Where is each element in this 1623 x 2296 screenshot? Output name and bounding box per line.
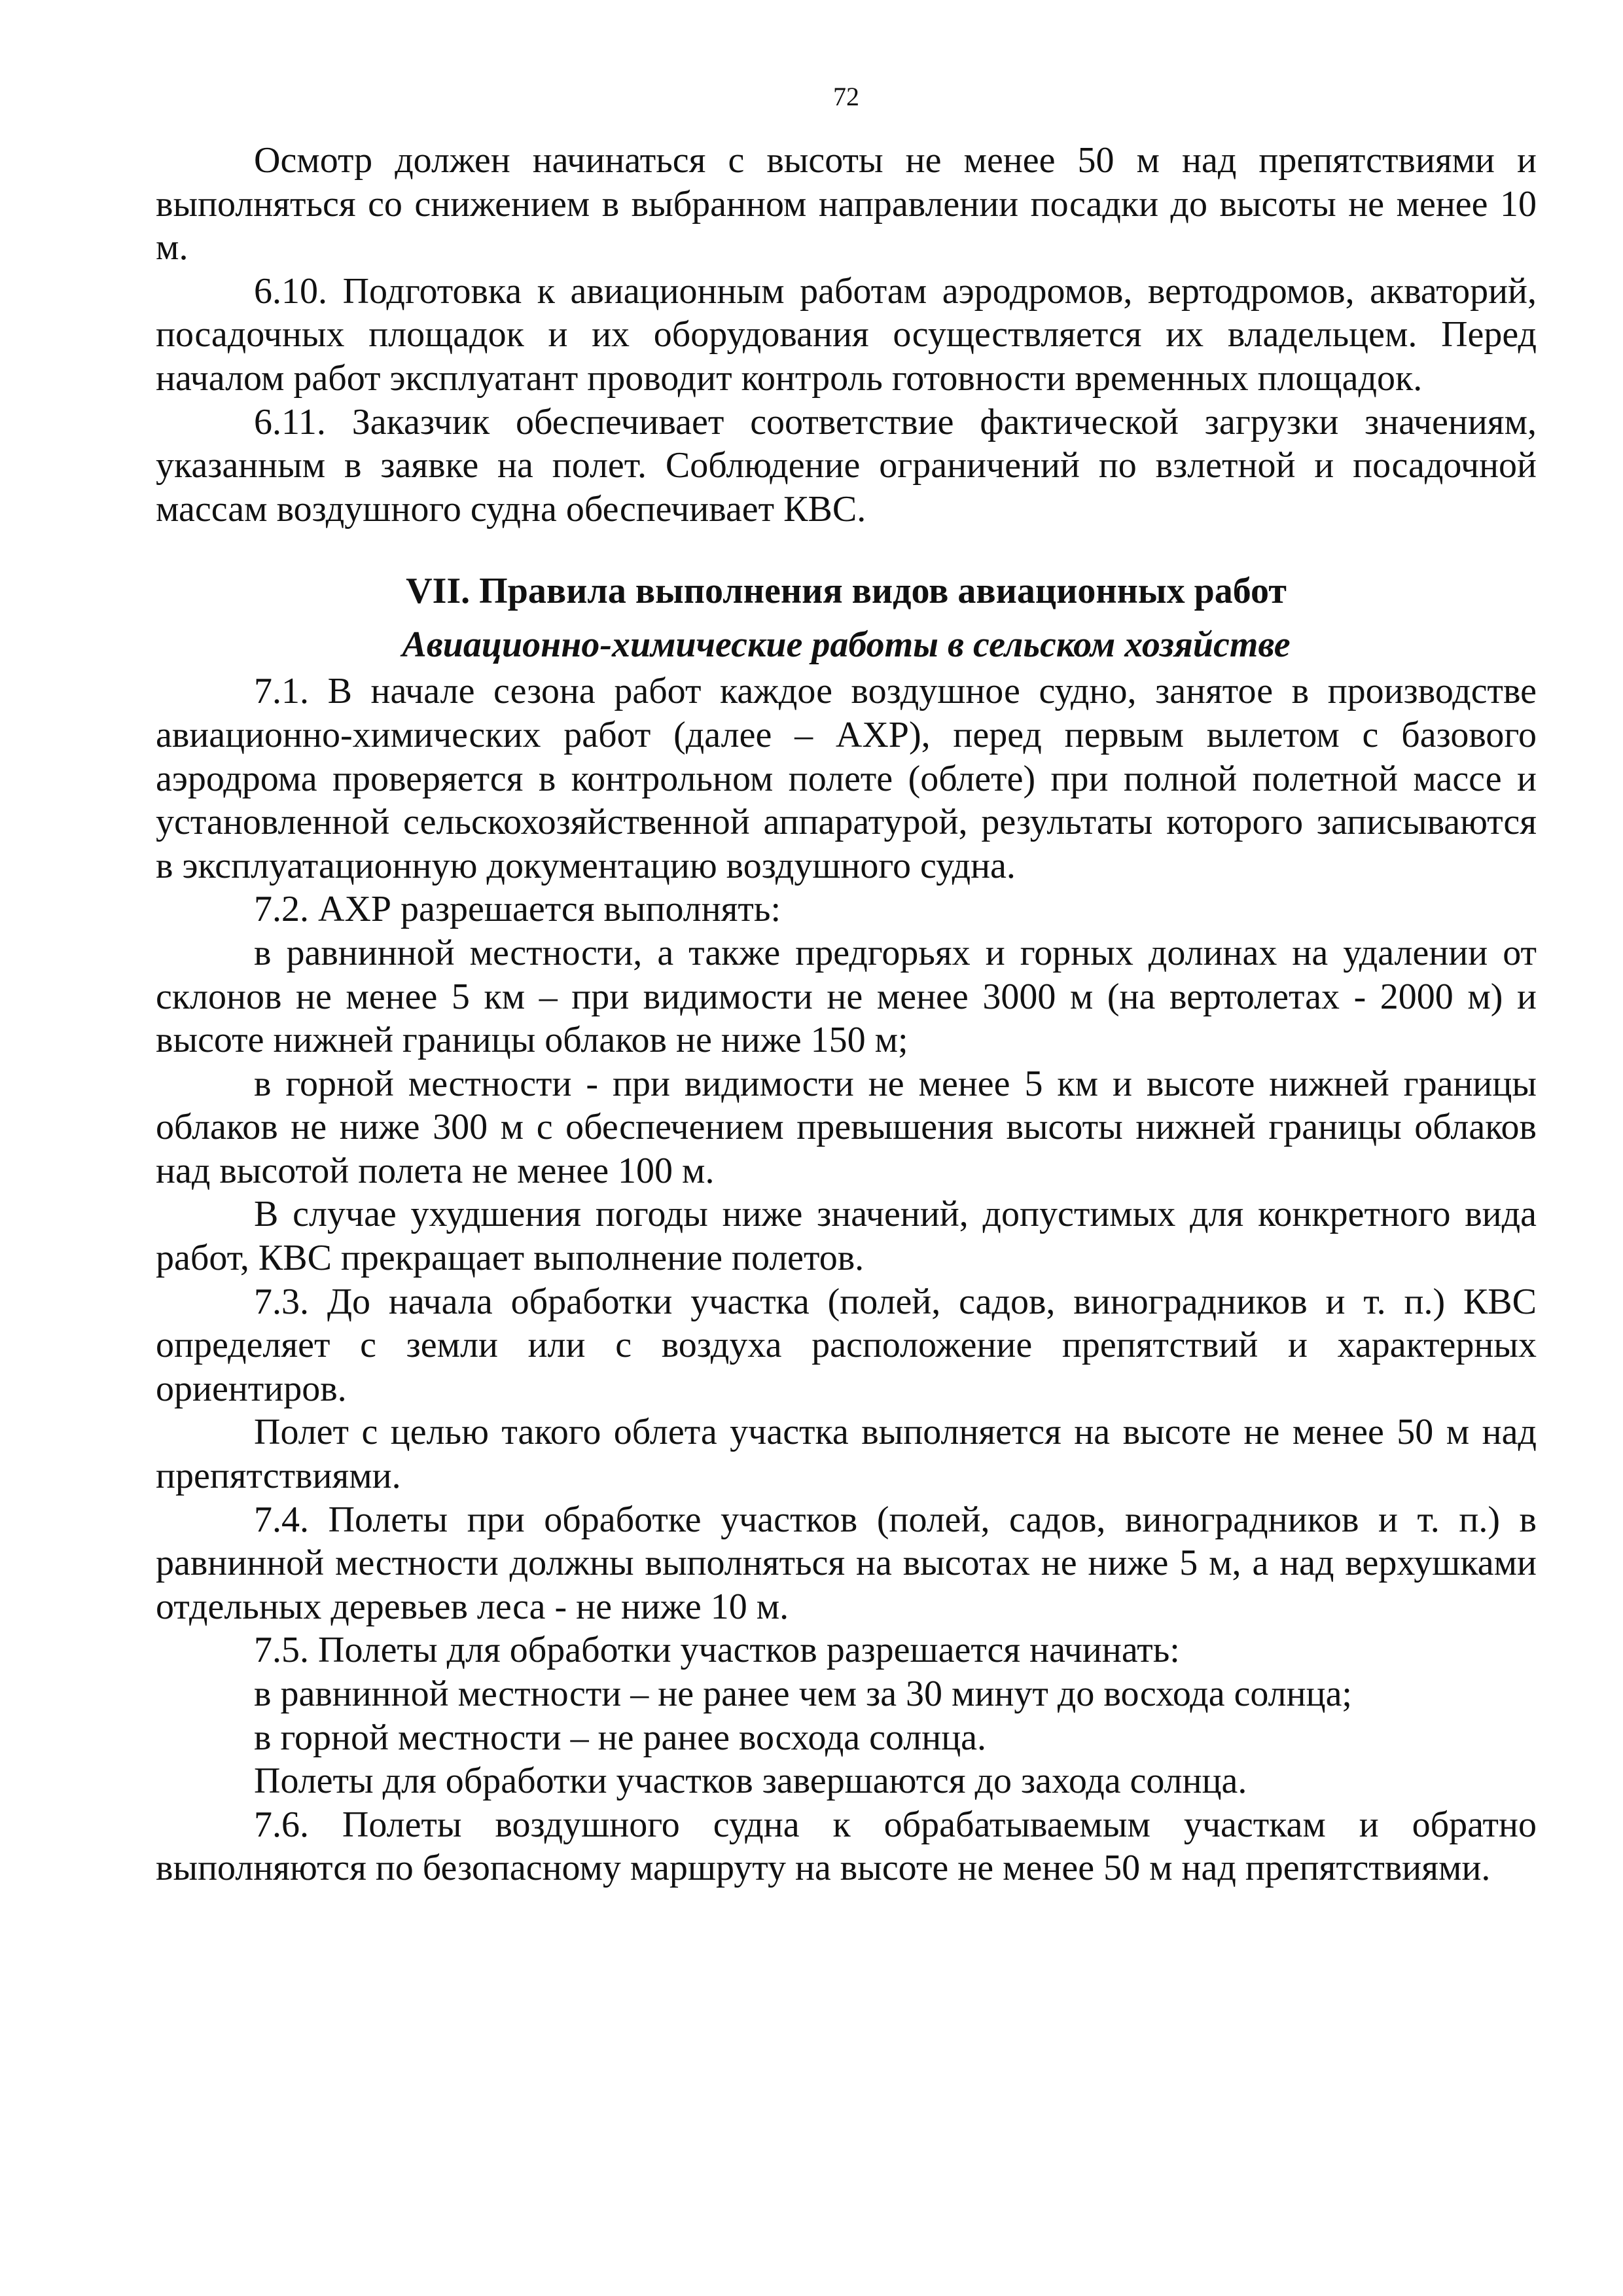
paragraph-7-2: 7.2. АХР разрешается выполнять: <box>254 889 781 930</box>
paragraph-7-5: 7.5. Полеты для обработки участков разрешается начинать: <box>254 1630 1180 1671</box>
paragraph: в горной местности – не ранее восхода солнца. <box>254 1717 987 1758</box>
paragraph-7-4: 7.4. Полеты при обработке участков (полей, садов, виноградников и т. п.) в равнинной местности должны выполняться на высотах не ниже 5 м, а над верхушками отдельных деревьев леса - не ниже 10 м. <box>156 1499 1537 1627</box>
paragraph-7-6: 7.6. Полеты воздушного судна к обрабатываемым участкам и обратно выполняются по безопасному маршруту на высоте не менее 50 м над препятствиями. <box>156 1804 1537 1889</box>
section-title: VII. Правила выполнения видов авиационных работ <box>406 571 1287 612</box>
paragraph: в горной местности - при видимости не менее 5 км и высоте нижней границы облаков не ниже 300 м с обеспечением превышения высоты нижней границы облаков над высотой полета не менее 100 м. <box>156 1063 1537 1191</box>
paragraph: Полеты для обработки участков завершаются до захода солнца. <box>254 1761 1247 1802</box>
paragraph-7-3: 7.3. До начала обработки участка (полей, садов, виноградников и т. п.) КВС определяет с земли или с воздуха расположение препятствий и характерных ориентиров. <box>156 1281 1537 1409</box>
paragraph-6-11: 6.11. Заказчик обеспечивает соответствие фактической загрузки значениям, указанным в заявке на полет. Соблюдение ограничений по взлетной и посадочной массам воздушного судна обеспечивает КВС. <box>156 401 1537 529</box>
paragraph: в равнинной местности – не ранее чем за 30 минут до восхода солнца; <box>254 1674 1352 1714</box>
paragraph-7-1: 7.1. В начале сезона работ каждое воздушное судно, занятое в производстве авиационно-химических работ (далее – АХР), перед первым вылетом с базового аэродрома проверяется в контрольном полете (облете) при полной полетной массе и установленной сельскохозяйственной аппаратурой, результаты которого записываются в эксплуатационную документацию воздушного судна. <box>156 671 1537 886</box>
paragraph-6-10: 6.10. Подготовка к авиационным работам аэродромов, вертодромов, акваторий, посадочных площадок и их оборудования осуществляется их владельцем. Перед началом работ эксплуатант проводит контроль готовности временных площадок. <box>156 270 1537 399</box>
paragraph: в равнинной местности, а также предгорьях и горных долинах на удалении от склонов не менее 5 км – при видимости не менее 3000 м (на вертолетах - 2000 м) и высоте нижней границы облаков не ниже 150 м; <box>156 932 1537 1061</box>
paragraph: В случае ухудшения погоды ниже значений, допустимых для конкретного вида работ, КВС прекращает выполнение полетов. <box>156 1194 1537 1279</box>
paragraph: Осмотр должен начинаться с высоты не менее 50 м над препятствиями и выполняться со снижением в выбранном направлении посадки до высоты не менее 10 м. <box>156 140 1537 268</box>
subsection-title: Авиационно-химические работы в сельском хозяйстве <box>402 624 1291 666</box>
page-number: 72 <box>833 82 859 111</box>
document-page <box>156 77 1537 1890</box>
paragraph: Полет с целью такого облета участка выполняется на высоте не менее 50 м над препятствиями. <box>156 1412 1537 1497</box>
